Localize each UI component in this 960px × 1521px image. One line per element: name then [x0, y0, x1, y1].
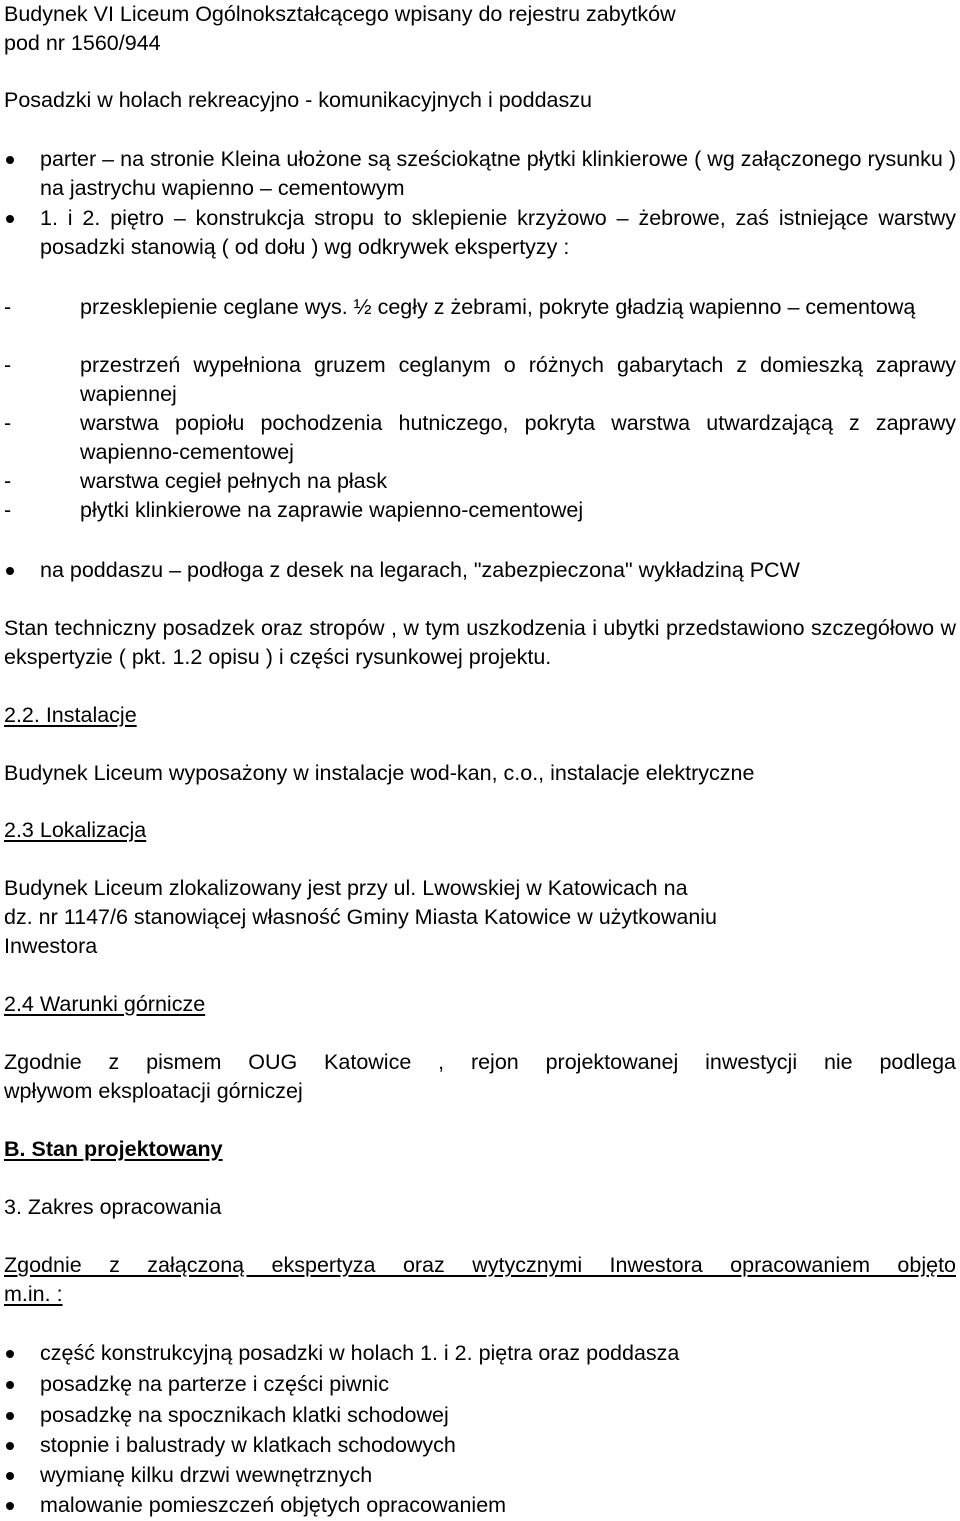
scope-item-text: wymianę kilku drzwi wewnętrznych — [40, 1463, 373, 1487]
scope-intro-text: Zgodnie z załączoną ekspertyza oraz wytycznymi Inwestora opracowaniem objęto — [4, 1253, 956, 1277]
dash-marker: - — [4, 353, 12, 377]
layer-text: przestrzeń wypełniona gruzem ceglanym o różnych gabarytach z domieszką zaprawy wapiennej — [80, 353, 956, 406]
bullet-icon — [6, 1381, 14, 1389]
mining-line: Zgodnie z pismem OUG Katowice , rejon projektowanej inwestycji nie podlega — [4, 1050, 956, 1074]
section-heading-location — [4, 816, 956, 845]
location-line: Inwestora — [4, 934, 98, 958]
floors-heading: Posadzki w holach rekreacyjno - komunikacyjnych i poddaszu — [4, 88, 592, 112]
scope-item-text: stopnie i balustrady w klatkach schodowych — [40, 1433, 456, 1457]
bullet-icon — [6, 215, 14, 223]
title-line-2: pod nr 1560/944 — [4, 31, 161, 55]
layer-item — [4, 293, 956, 322]
floor-bullet-text: parter – na stronie Kleina ułożone są sześciokątne płytki klinkierowe ( wg załączonego rysunku ) na jastrychu wapienno – cementowym — [40, 147, 956, 200]
layer-item — [4, 409, 956, 467]
scope-item-text: posadzkę na spocznikach klatki schodowej — [40, 1403, 449, 1427]
scope-item — [40, 1491, 956, 1520]
bullet-icon — [6, 567, 14, 575]
floor-bullet-upper — [40, 204, 956, 262]
section-heading-text: 2.2. Instalacje — [4, 703, 137, 727]
section-heading-installations — [4, 701, 956, 730]
layer-text: płytki klinkierowe na zaprawie wapienno-cementowej — [80, 498, 584, 522]
section-heading-mining — [4, 990, 956, 1019]
scope-intro-line — [4, 1280, 956, 1309]
attic-bullet — [40, 556, 956, 585]
bullet-icon — [6, 1472, 14, 1480]
condition-paragraph: Stan techniczny posadzek oraz stropów , w tym uszkodzenia i ubytki przedstawiono szczegółowo w ekspertyzie ( pkt. 1.2 opisu ) i części rysunkowej projektu. — [4, 616, 956, 669]
scope-item-text: część konstrukcyjną posadzki w holach 1. i 2. piętra oraz poddasza — [40, 1341, 680, 1365]
dash-marker: - — [4, 295, 12, 319]
layer-text: warstwa popiołu pochodzenia hutniczego, pokryta warstwa utwardzającą z zaprawy wapienno-cementowej — [80, 411, 956, 464]
scope-item-text: posadzkę na parterze i części piwnic — [40, 1372, 389, 1396]
scope-item — [40, 1370, 956, 1399]
scope-item — [40, 1339, 956, 1368]
bullet-icon — [6, 1502, 14, 1510]
floor-bullet-text: 1. i 2. piętro – konstrukcja stropu to sklepienie krzyżowo – żebrowe, zaś istniejące warstwy posadzki stanowią ( od dołu ) wg odkrywek ekspertyzy : — [40, 206, 956, 259]
mining-line: wpływom eksploatacji górniczej — [4, 1079, 303, 1103]
scope-intro-text: m.in. : — [4, 1282, 63, 1306]
dash-marker: - — [4, 469, 12, 493]
scope-item-text: malowanie pomieszczeń objętych opracowaniem — [40, 1493, 507, 1517]
section-heading-design-state — [4, 1135, 956, 1164]
bullet-icon — [6, 1412, 14, 1420]
location-line: Budynek Liceum zlokalizowany jest przy ul. Lwowskiej w Katowicach na — [4, 876, 688, 900]
bullet-icon — [6, 156, 14, 164]
layer-item — [4, 351, 956, 409]
scope-item — [40, 1461, 956, 1490]
layer-item — [4, 467, 956, 496]
scope-item — [40, 1431, 956, 1460]
attic-bullet-text: na poddaszu – podłoga z desek na legarach, "zabezpieczona" wykładziną PCW — [40, 558, 800, 582]
floor-bullet-ground — [40, 145, 956, 203]
section-heading-text: B. Stan projektowany — [4, 1137, 223, 1161]
bullet-icon — [6, 1442, 14, 1450]
section-heading-text: 2.3 Lokalizacja — [4, 818, 147, 842]
scope-intro-line — [4, 1251, 956, 1280]
layer-text: przesklepienie ceglane wys. ½ cegły z żebrami, pokryte gładzią wapienno – cementową — [80, 295, 916, 319]
section-heading-scope: 3. Zakres opracowania — [4, 1195, 222, 1219]
layer-text: warstwa cegieł pełnych na płask — [80, 469, 388, 493]
title-line-1: Budynek VI Liceum Ogólnokształcącego wpisany do rejestru zabytków — [4, 2, 676, 26]
location-line: dz. nr 1147/6 stanowiącej własność Gminy Miasta Katowice w użytkowaniu — [4, 905, 718, 929]
layer-item — [4, 496, 956, 525]
scope-item — [40, 1401, 956, 1430]
bullet-icon — [6, 1350, 14, 1358]
dash-marker: - — [4, 498, 12, 522]
installations-text: Budynek Liceum wyposażony w instalacje wod-kan, c.o., instalacje elektryczne — [4, 761, 755, 785]
section-heading-text: 2.4 Warunki górnicze — [4, 992, 206, 1016]
dash-marker: - — [4, 411, 12, 435]
